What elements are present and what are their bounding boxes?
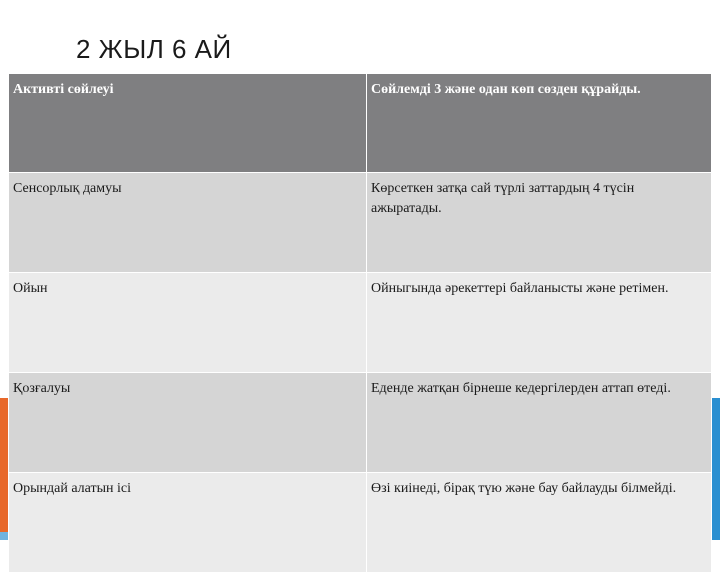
table-cell-description: Еденде жатқан бірнеше кедергілерден аттап өтеді. xyxy=(367,373,712,473)
table-cell-description: Көрсеткен затқа сай түрлі заттардың 4 түсін ажыратады. xyxy=(367,173,712,273)
development-table xyxy=(8,73,712,573)
table-cell-category: Ойын xyxy=(9,273,367,373)
table-cell-category: Сенсорлық дамуы xyxy=(9,173,367,273)
table-header-cell: Активті сөйлеуі xyxy=(9,74,367,173)
table-row xyxy=(9,173,712,273)
table-row xyxy=(9,273,712,373)
table-cell-category: Орындай алатын ісі xyxy=(9,473,367,573)
page-title: 2 ЖЫЛ 6 АЙ xyxy=(76,34,232,64)
table-cell-category: Қозғалуы xyxy=(9,373,367,473)
table-header-cell: Сөйлемді 3 және одан көп сөзден құрайды. xyxy=(367,74,712,173)
table-row xyxy=(9,473,712,573)
table-cell-description: Ойныгында әрекеттері байланысты және ретімен. xyxy=(367,273,712,373)
table-cell-description: Өзі киінеді, бірақ түю және бау байлауды білмейді. xyxy=(367,473,712,573)
decor-orange-bar xyxy=(0,398,8,540)
table-header-row xyxy=(9,74,712,173)
table-row xyxy=(9,373,712,473)
